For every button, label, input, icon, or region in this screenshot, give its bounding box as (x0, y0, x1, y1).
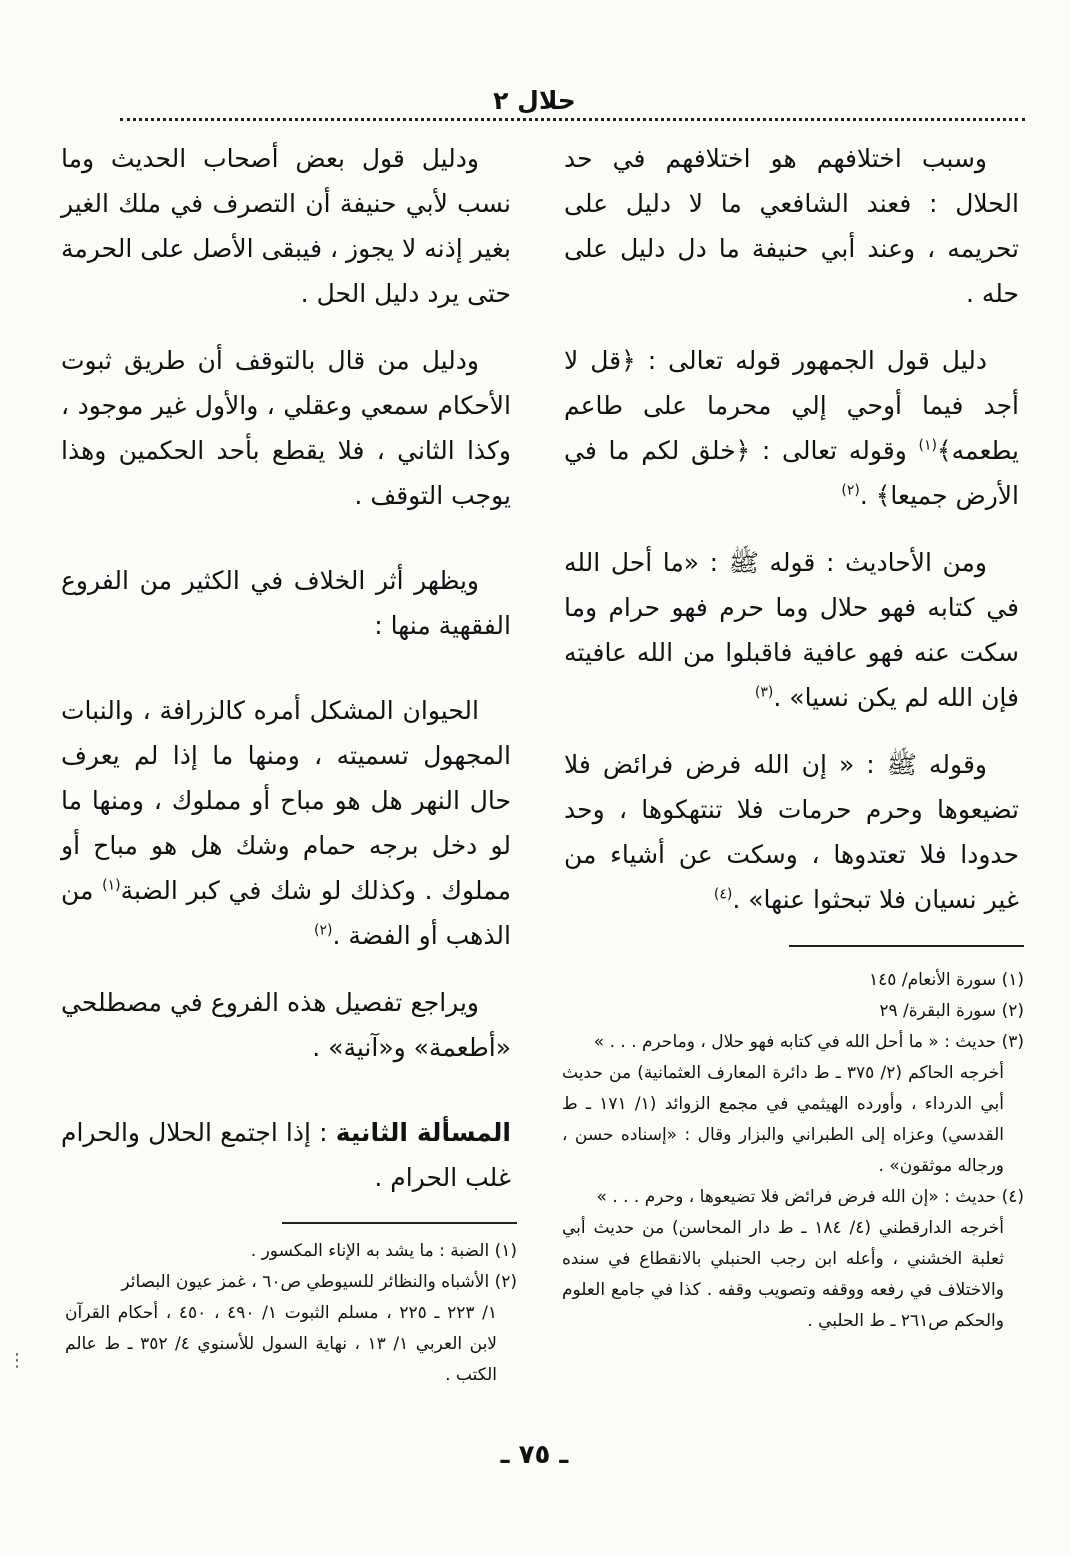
paragraph: ودليل قول بعض أصحاب الحديث وما نسب لأبي حنيفة أن التصرف في ملك الغير بغير إذنه لا يجوز ، فيبقى الأصل على الحرمة حتى يرد دليل الحل . (61, 144, 511, 308)
footnote-ref: (٢) (314, 922, 333, 939)
paragraph-text: ومن الأحاديث : قوله ﷺ : «ما أحل الله في كتابه فهو حلال وما حرم فهو حرام وما سكت عنه فهو عافية فاقبلوا من الله عافيته فإن الله لم يكن نسيا» . (564, 548, 1019, 712)
footnote-ref: (١) (918, 437, 937, 454)
paragraph (564, 742, 1019, 922)
footnote: (١) الضبة : ما يشد به الإناء المكسور . (250, 1241, 517, 1261)
footnote-divider (282, 1222, 517, 1224)
paragraph (564, 338, 1019, 518)
paragraph (61, 1110, 511, 1200)
left-column (61, 136, 511, 1222)
footnote-head: (٣) حديث : « ما أحل الله في كتابه فهو حلال ، وماحرم . . . » (593, 1032, 1024, 1052)
footnote-head: (٤) حديث : «إن الله فرض فرائض فلا تضيعوها ، وحرم . . . » (596, 1187, 1024, 1207)
footnote-ref: (١) (102, 877, 121, 894)
footnote: (٢) سورة البقرة/ ٢٩ (879, 1001, 1024, 1021)
paragraph (564, 540, 1019, 720)
left-footnotes (65, 1236, 517, 1391)
footnote-divider (789, 945, 1024, 947)
running-header: حلال ٢ (493, 86, 576, 115)
paragraph: ويراجع تفصيل هذه الفروع في مصطلحي «أطعمة» و«آنية» . (61, 988, 511, 1062)
paragraph-text: وقوله تعالى : ﴿خلق لكم ما في الأرض جميعا﴾ . (564, 436, 1019, 510)
paragraph-text: وقوله ﷺ : « إن الله فرض فرائض فلا تضيعوها وحرم حرمات فلا تنتهكوها ، وحد حدودا فلا تعتدوها ، وسكت عن أشياء من غير نسيان فلا تبحثوا عنها» . (564, 750, 1019, 914)
footnote-body: أخرجه الدارقطني (٤/ ١٨٤ ـ ط دار المحاسن) من حديث أبي ثعلبة الخشني ، وأعله ابن رجب الحنبلي بالانقطاع في سنده والاختلاف في رفعه ووقفه وتصويب وقفه . كذا في جامع العلوم والحكم ص٢٦١ ـ ط الحلبي . (562, 1218, 1004, 1331)
paragraph-text: دليل قول الجمهور قوله تعالى : ﴿قل لا أجد فيما أوحي إلي محرما على طاعم يطعمه﴾ (564, 346, 1019, 465)
footnote-ref: (٢) (841, 482, 860, 499)
footnote (562, 1027, 1024, 1182)
footnote (562, 1182, 1024, 1337)
paragraph: ودليل من قال بالتوقف أن طريق ثبوت الأحكام سمعي وعقلي ، والأول غير موجود ، وكذا الثاني ، فلا يقطع بأحد الحكمين وهذا يوجب التوقف . (61, 346, 511, 510)
paragraph: ويظهر أثر الخلاف في الكثير من الفروع الفقهية منها : (61, 566, 511, 640)
paragraph-text: من الذهب أو الفضة . (61, 876, 511, 950)
issue-heading: المسألة الثانية (335, 1118, 511, 1147)
paragraph-text: الحيوان المشكل أمره كالزرافة ، والنبات المجهول تسميته ، ومنها ما إذا لم يعرف حال النهر هل هو مباح أو مملوك ، ومنها ما لو دخل برجه حمام وشك هل هو مباح أو مملوك . وكذلك لو شك في كبر الضبة (61, 696, 511, 905)
paragraph-text: : إذا اجتمع الحلال والحرام غلب الحرام . (61, 1118, 511, 1192)
footnote-ref: (٤) (713, 886, 733, 903)
right-footnotes (562, 965, 1024, 1337)
footnote: (١) سورة الأنعام/ ١٤٥ (869, 970, 1024, 990)
footnote-ref: (٣) (754, 684, 774, 701)
paragraph: وسبب اختلافهم هو اختلافهم في حد الحلال : فعند الشافعي ما لا دليل على تحريمه ، وعند أبي حنيفة ما دل دليل على حله . (564, 144, 1019, 308)
footnote-body: ١/ ٢٢٣ ـ ٢٢٥ ، مسلم الثبوت ١/ ٤٩٠ ، ٤٥٠ ، أحكام القرآن لابن العربي ١/ ١٣ ، نهاية السول للأسنوي ٤/ ٣٥٢ ـ ط عالم الكتب . (65, 1303, 497, 1385)
header-dotted-rule (120, 118, 1025, 121)
footnote-head: (٢) الأشباه والنظائر للسيوطي ص٦٠ ، غمز عيون البصائر (121, 1272, 517, 1292)
right-column (564, 136, 1019, 944)
footnote (65, 1267, 517, 1391)
page-number: ـ ٧٥ ـ (500, 1440, 569, 1470)
scan-edge-mark: ⋮ (8, 1350, 26, 1371)
paragraph (61, 688, 511, 958)
footnote-body: أخرجه الحاكم (٢/ ٣٧٥ ـ ط دائرة المعارف العثمانية) من حديث أبي الدرداء ، وأورده الهيثمي في مجمع الزوائد (١/ ١٧١ ـ ط القدسي) وعزاه إلى الطبراني والبزار وقال : «إسناده حسن ، ورجاله موثقون» . (562, 1063, 1004, 1176)
